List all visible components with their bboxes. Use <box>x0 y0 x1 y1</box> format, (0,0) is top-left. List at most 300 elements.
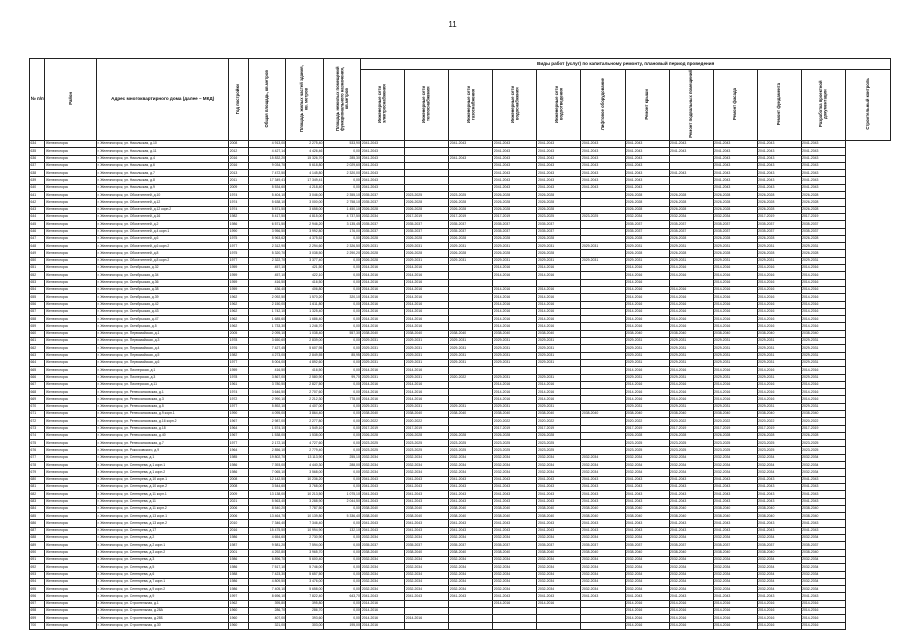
row-address: г. Железногорск, ул. Пионерская, д.3 <box>97 374 229 381</box>
row-work-period: 2041-2043 <box>361 177 405 184</box>
row-year: 1997 <box>229 593 249 600</box>
table-row <box>30 162 891 169</box>
row-living-area: 4 727,60 <box>286 440 323 447</box>
row-work-period: 2038-2040 <box>361 330 405 337</box>
table-row <box>30 345 891 352</box>
row-nonliving-area: 0,00 <box>323 535 360 542</box>
row-work-period: 2041-2043 <box>757 162 801 169</box>
row-total-area: 2 150,00 <box>249 301 286 308</box>
row-work-period: 2032-2034 <box>713 556 757 563</box>
row-work-period: 2014-2016 <box>669 316 713 323</box>
table-row <box>30 330 891 337</box>
row-num: 645 <box>30 221 45 228</box>
row-work-period: 2041-2043 <box>625 483 669 490</box>
row-work-period: 2014-2016 <box>493 600 537 607</box>
row-address: г. Железногорск, ул. Сентюрева, д.11 корп.2 <box>97 505 229 512</box>
table-row <box>30 228 891 235</box>
row-nonliving-area: 0,00 <box>323 265 360 272</box>
row-district: Железногорск <box>45 155 97 162</box>
row-year: 1977 <box>229 243 249 250</box>
row-work-period: 2032-2034 <box>405 578 449 585</box>
row-work-period <box>449 418 493 425</box>
row-work-period <box>581 308 625 315</box>
row-work-period: 2032-2034 <box>581 571 625 578</box>
row-work-period: 2041-2043 <box>757 141 801 148</box>
row-nonliving-area: 0,00 <box>323 578 360 585</box>
row-work-period: 2014-2016 <box>801 323 845 330</box>
table-row <box>30 367 891 374</box>
row-living-area: 13 113,90 <box>286 454 323 461</box>
row-work-period: 2029-2031 <box>361 403 405 410</box>
row-work-period: 2029-2031 <box>449 359 493 366</box>
row-work-period: 2029-2031 <box>757 257 801 264</box>
row-work-period: 2041-2043 <box>361 155 405 162</box>
row-work-period: 2032-2034 <box>625 578 669 585</box>
row-work-period: 2026-2028 <box>537 192 581 199</box>
row-work-period: 2035-2037 <box>625 542 669 549</box>
row-work-period: 2029-2031 <box>713 345 757 352</box>
row-living-area: 1 686,40 <box>286 316 323 323</box>
row-work-period <box>581 374 625 381</box>
row-work-period <box>581 425 625 432</box>
row-num: 688 <box>30 535 45 542</box>
row-work-period: 2035-2037 <box>625 228 669 235</box>
row-work-period: 2041-2043 <box>581 498 625 505</box>
table-row <box>30 265 891 272</box>
row-work-period: 2038-2040 <box>669 549 713 556</box>
work-header: Лифтовое оборудование <box>581 70 625 141</box>
row-work-period: 2032-2034 <box>361 535 405 542</box>
table-row <box>30 535 891 542</box>
row-work-period: 2014-2016 <box>669 600 713 607</box>
row-num: 681 <box>30 483 45 490</box>
row-year: 2009 <box>229 184 249 191</box>
row-work-period: 2026-2028 <box>625 199 669 206</box>
row-work-period <box>449 316 493 323</box>
row-work-period: 2032-2034 <box>757 462 801 469</box>
row-work-period: 2041-2043 <box>801 483 845 490</box>
row-work-period: 2032-2034 <box>405 469 449 476</box>
row-work-period <box>581 367 625 374</box>
row-total-area: 7 405,10 <box>249 586 286 593</box>
row-work-period <box>537 367 581 374</box>
row-work-period: 2032-2034 <box>449 469 493 476</box>
row-work-period: 2038-2040 <box>493 513 537 520</box>
row-address: г. Железногорск, ул. Сентюрева, д.3 <box>97 556 229 563</box>
row-work-period: 2029-2031 <box>669 345 713 352</box>
row-work-period: 2029-2031 <box>405 345 449 352</box>
row-living-area: 2 212,30 <box>286 396 323 403</box>
header-nonliving-area: Площадь нежилых помещений функционального назначения, кв.метров <box>323 59 360 141</box>
row-work-period: 2026-2028 <box>361 432 405 439</box>
row-work-period <box>449 162 493 169</box>
row-work-period: 2032-2034 <box>581 462 625 469</box>
row-work-period: 2038-2040 <box>801 549 845 556</box>
row-work-period: 2014-2016 <box>625 615 669 622</box>
row-work-period <box>449 615 493 622</box>
table-row <box>30 177 891 184</box>
row-living-area: 2 707,60 <box>286 389 323 396</box>
row-work-period: 2026-2028 <box>537 206 581 213</box>
row-address: г. Железногорск, ул. Обогатителей, д.12 корп.2 <box>97 206 229 213</box>
row-district: Железногорск <box>45 542 97 549</box>
row-work-period: 2026-2028 <box>713 250 757 257</box>
row-work-period: 2026-2028 <box>493 192 537 199</box>
row-work-period: 2041-2043 <box>537 483 581 490</box>
row-district: Железногорск <box>45 243 97 250</box>
row-living-area: 4 407,00 <box>286 403 323 410</box>
row-year: 2016 <box>229 527 249 534</box>
row-address: г. Железногорск, ул. Сентюрева, д.2 <box>97 535 229 542</box>
row-nonliving-area: 0,00 <box>323 279 360 286</box>
row-address: г. Железногорск, ул. Первомайская, д.6 <box>97 359 229 366</box>
row-work-period: 2026-2028 <box>405 206 449 213</box>
row-living-area: 4 440,30 <box>286 462 323 469</box>
row-address: г. Железногорск, ул. Ренессансовская, д.16 корп.2 <box>97 418 229 425</box>
row-num: 672 <box>30 418 45 425</box>
table-row <box>30 520 891 527</box>
row-nonliving-area: 0,00 <box>323 148 360 155</box>
row-work-period: 2032-2034 <box>361 213 405 220</box>
row-work-period: 2041-2043 <box>361 491 405 498</box>
row-work-period: 2014-2016 <box>669 294 713 301</box>
row-work-period: 2029-2031 <box>537 243 581 250</box>
row-work-period: 2014-2016 <box>801 367 845 374</box>
row-work-period: 2014-2016 <box>537 308 581 315</box>
row-work-period: 2035-2037 <box>801 221 845 228</box>
row-work-period: 2029-2031 <box>625 374 669 381</box>
row-year: 1961 <box>229 381 249 388</box>
header-num: № п/п <box>30 59 45 141</box>
row-work-period: 2014-2016 <box>669 367 713 374</box>
row-living-area: 4 426,46 <box>286 148 323 155</box>
row-work-period: 2014-2016 <box>757 286 801 293</box>
table-row <box>30 338 891 345</box>
row-work-period: 2014-2016 <box>757 265 801 272</box>
row-work-period: 2023-2025 <box>801 447 845 454</box>
row-nonliving-area: 132,10 <box>323 527 360 534</box>
row-living-area: 2 827,50 <box>286 381 323 388</box>
row-total-area: 4 913,00 <box>249 141 286 148</box>
row-work-period: 2032-2034 <box>801 564 845 571</box>
row-work-period: 2041-2043 <box>757 177 801 184</box>
row-total-area: 5 892,10 <box>249 403 286 410</box>
row-work-period: 2029-2031 <box>449 243 493 250</box>
row-work-period: 2014-2016 <box>801 279 845 286</box>
row-work-period <box>405 162 449 169</box>
table-row <box>30 184 891 191</box>
row-work-period: 2029-2031 <box>449 345 493 352</box>
row-district: Железногорск <box>45 462 97 469</box>
row-num: 699 <box>30 615 45 622</box>
row-year: 1959 <box>229 279 249 286</box>
row-work-period: 2041-2043 <box>625 520 669 527</box>
row-nonliving-area: 288,00 <box>323 462 360 469</box>
row-work-period: 2035-2037 <box>405 228 449 235</box>
row-work-period: 2026-2028 <box>713 192 757 199</box>
row-work-period: 2041-2043 <box>449 491 493 498</box>
work-header: Инженерные сети электроснабжения <box>361 70 405 141</box>
row-work-period: 2020-2022 <box>757 418 801 425</box>
row-work-period: 2029-2031 <box>625 243 669 250</box>
row-work-period: 2038-2040 <box>757 330 801 337</box>
table-row <box>30 542 891 549</box>
table-row <box>30 527 891 534</box>
row-work-period: 2041-2043 <box>757 155 801 162</box>
header-address: Адрес многоквартирного дома (далее – МКД) <box>97 59 229 141</box>
row-year: 1976 <box>229 345 249 352</box>
row-work-period: 2029-2031 <box>405 403 449 410</box>
row-work-period: 2032-2034 <box>581 578 625 585</box>
row-work-period: 2020-2022 <box>361 418 405 425</box>
row-work-period: 2032-2034 <box>581 469 625 476</box>
row-work-period: 2014-2016 <box>713 308 757 315</box>
row-district: Железногорск <box>45 440 97 447</box>
row-work-period <box>449 177 493 184</box>
row-work-period: 2032-2034 <box>405 586 449 593</box>
row-living-area: 1 538,00 <box>286 432 323 439</box>
row-nonliving-area: 0,00 <box>323 184 360 191</box>
capital-repair-table <box>29 58 891 630</box>
row-num: 684 <box>30 505 45 512</box>
row-work-period: 2026-2028 <box>537 250 581 257</box>
row-total-area: 7 472,50 <box>249 170 286 177</box>
row-num: 663 <box>30 352 45 359</box>
row-year: 2013 <box>229 170 249 177</box>
row-living-area: 7 787,50 <box>286 505 323 512</box>
row-district: Железногорск <box>45 338 97 345</box>
row-work-period: 2038-2040 <box>625 330 669 337</box>
row-living-area: 3 288,90 <box>286 498 323 505</box>
row-work-period: 2026-2028 <box>713 235 757 242</box>
row-work-period: 2014-2016 <box>801 600 845 607</box>
row-nonliving-area: 2 290,20 <box>323 250 360 257</box>
row-work-period: 2014-2016 <box>537 389 581 396</box>
row-work-period: 2014-2016 <box>405 286 449 293</box>
row-district: Железногорск <box>45 432 97 439</box>
row-work-period <box>669 155 713 162</box>
row-work-period: 2014-2016 <box>537 381 581 388</box>
row-work-period <box>581 403 625 410</box>
row-work-period: 2029-2031 <box>537 257 581 264</box>
row-work-period: 2038-2040 <box>405 549 449 556</box>
row-year: 1985 <box>229 454 249 461</box>
row-district: Железногорск <box>45 425 97 432</box>
row-work-period: 2041-2043 <box>493 498 537 505</box>
row-work-period: 2014-2016 <box>757 389 801 396</box>
row-work-period: 2023-2025 <box>493 440 537 447</box>
row-nonliving-area: 0,00 <box>323 345 360 352</box>
row-work-period: 2041-2043 <box>801 520 845 527</box>
row-work-period: 2020-2022 <box>669 418 713 425</box>
row-work-period: 2014-2016 <box>361 316 405 323</box>
row-year: 2021 <box>229 498 249 505</box>
row-address: г. Железногорск, ул. Обогатителей, д.4 корп.1 <box>97 228 229 235</box>
row-work-period <box>449 608 493 615</box>
row-total-area: 1 574,10 <box>249 425 286 432</box>
row-work-period: 2026-2028 <box>801 199 845 206</box>
row-work-period: 2014-2016 <box>405 279 449 286</box>
row-total-area: 7 393,00 <box>249 462 286 469</box>
row-work-period: 2032-2034 <box>625 556 669 563</box>
row-work-period: 2041-2043 <box>713 527 757 534</box>
row-work-period: 2014-2016 <box>625 294 669 301</box>
row-work-period: 2026-2028 <box>405 199 449 206</box>
row-address: г. Железногорск, ул. Сентюрева, д.17 <box>97 527 229 534</box>
header-total-area: Общая площадь, кв.метров <box>249 59 286 141</box>
row-work-period: 2032-2034 <box>537 556 581 563</box>
row-work-period: 2041-2043 <box>493 184 537 191</box>
row-district: Железногорск <box>45 359 97 366</box>
row-living-area: 393,60 <box>286 615 323 622</box>
row-work-period: 2035-2037 <box>449 221 493 228</box>
page-number: 11 <box>448 20 457 29</box>
row-year: 1959 <box>229 367 249 374</box>
row-district: Железногорск <box>45 615 97 622</box>
row-living-area: 2 730,90 <box>286 535 323 542</box>
row-total-area: 5 571,50 <box>249 206 286 213</box>
row-nonliving-area: 557,30 <box>323 330 360 337</box>
row-work-period: 2014-2016 <box>713 301 757 308</box>
row-address: г. Железногорск, ул. Сентюрева, д.1 <box>97 454 229 461</box>
row-total-area: 3 650,60 <box>249 338 286 345</box>
row-work-period <box>669 279 713 286</box>
row-district: Железногорск <box>45 556 97 563</box>
row-nonliving-area: 0,00 <box>323 410 360 417</box>
row-district: Железногорск <box>45 396 97 403</box>
row-work-period: 2032-2034 <box>537 564 581 571</box>
row-living-area: 406,80 <box>286 286 323 293</box>
row-living-area: 2 275,40 <box>286 141 323 148</box>
row-living-area: 395,80 <box>286 600 323 607</box>
row-nonliving-area: 195,00 <box>323 622 360 629</box>
row-work-period: 2041-2043 <box>537 184 581 191</box>
table-row <box>30 600 891 607</box>
row-work-period: 2014-2016 <box>801 272 845 279</box>
row-district: Железногорск <box>45 483 97 490</box>
row-work-period: 2014-2016 <box>537 286 581 293</box>
row-num: 669 <box>30 396 45 403</box>
row-work-period: 2035-2037 <box>581 542 625 549</box>
row-work-period: 2035-2037 <box>405 542 449 549</box>
row-total-area: 15 832,20 <box>249 155 286 162</box>
table-row <box>30 462 891 469</box>
row-address: г. Железногорск, ул. Обогатителей, д.10 <box>97 192 229 199</box>
row-address: г. Железногорск, ул. Октябрьская, д.47 <box>97 316 229 323</box>
table-row <box>30 440 891 447</box>
row-nonliving-area: 285,30 <box>323 155 360 162</box>
table-row <box>30 403 891 410</box>
row-work-period: 2026-2028 <box>361 235 405 242</box>
row-work-period: 2041-2043 <box>713 483 757 490</box>
row-work-period: 2032-2034 <box>625 564 669 571</box>
row-num: 665 <box>30 367 45 374</box>
row-work-period: 2029-2031 <box>757 243 801 250</box>
row-work-period: 2032-2034 <box>581 586 625 593</box>
row-year: 2016 <box>229 155 249 162</box>
row-district: Железногорск <box>45 286 97 293</box>
row-num: 642 <box>30 199 45 206</box>
row-work-period: 2032-2034 <box>537 462 581 469</box>
row-nonliving-area: 0,00 <box>323 615 360 622</box>
row-total-area: 13 138,00 <box>249 491 286 498</box>
row-district: Железногорск <box>45 608 97 615</box>
row-work-period: 2026-2028 <box>669 235 713 242</box>
row-work-period: 2023-2025 <box>449 447 493 454</box>
row-work-period: 2026-2028 <box>713 206 757 213</box>
row-total-area: 286,70 <box>249 608 286 615</box>
table-row <box>30 221 891 228</box>
row-work-period: 2032-2034 <box>361 462 405 469</box>
row-work-period <box>449 600 493 607</box>
row-num: 654 <box>30 286 45 293</box>
table-header <box>30 59 891 141</box>
row-work-period: 2032-2034 <box>713 213 757 220</box>
row-work-period: 2029-2031 <box>801 403 845 410</box>
row-work-period: 2014-2016 <box>625 308 669 315</box>
row-work-period: 2041-2043 <box>713 141 757 148</box>
row-work-period: 2014-2016 <box>625 272 669 279</box>
row-work-period: 2029-2031 <box>537 338 581 345</box>
row-work-period: 2032-2034 <box>801 535 845 542</box>
row-address: г. Железногорск, ул. Никольская, д.7 <box>97 170 229 177</box>
row-num: 694 <box>30 578 45 585</box>
row-nonliving-area: 0,00 <box>323 425 360 432</box>
row-work-period: 2032-2034 <box>361 556 405 563</box>
row-work-period: 2026-2028 <box>405 250 449 257</box>
row-living-area: 2 294,60 <box>286 243 323 250</box>
work-header: Инженерные сети водоотведения <box>537 70 581 141</box>
row-num: 647 <box>30 235 45 242</box>
row-address: г. Железногорск, ул. Октябрьская, д.5 <box>97 323 229 330</box>
row-work-period: 2026-2028 <box>405 432 449 439</box>
row-address: г. Железногорск, ул. Октябрьская, д.42 <box>97 301 229 308</box>
row-work-period: 2041-2043 <box>405 520 449 527</box>
row-living-area: 7 594,00 <box>286 542 323 549</box>
row-address: г. Железногорск, ул. Строительная, д.28Б <box>97 615 229 622</box>
row-year: 1962 <box>229 301 249 308</box>
row-work-period: 2029-2031 <box>625 403 669 410</box>
row-living-area: 2 779,40 <box>286 447 323 454</box>
row-work-period: 2041-2043 <box>405 476 449 483</box>
row-num: 668 <box>30 389 45 396</box>
row-total-area: 407,00 <box>249 615 286 622</box>
row-work-period: 2017-2019 <box>713 425 757 432</box>
row-work-period: 2029-2031 <box>713 243 757 250</box>
table-row <box>30 213 891 220</box>
row-work-period: 2029-2031 <box>581 243 625 250</box>
row-work-period: 2014-2016 <box>493 294 537 301</box>
row-address: г. Железногорск, ул. Сентюрева, д.1 корп.1 <box>97 462 229 469</box>
row-work-period: 2032-2034 <box>493 586 537 593</box>
table-row <box>30 447 891 454</box>
row-year: 1977 <box>229 440 249 447</box>
row-total-area: 5 417,50 <box>249 213 286 220</box>
row-work-period: 2041-2043 <box>581 162 625 169</box>
row-work-period <box>537 608 581 615</box>
row-work-period: 2038-2040 <box>625 410 669 417</box>
row-work-period <box>581 440 625 447</box>
row-work-period: 2029-2031 <box>361 243 405 250</box>
row-work-period: 2029-2031 <box>801 374 845 381</box>
row-year: 1972 <box>229 396 249 403</box>
row-work-period: 2035-2037 <box>493 542 537 549</box>
row-work-period: 2038-2040 <box>405 513 449 520</box>
row-work-period: 2041-2043 <box>801 141 845 148</box>
row-work-period: 2041-2043 <box>713 498 757 505</box>
row-living-area: 1 038,40 <box>286 330 323 337</box>
row-work-period: 2014-2016 <box>537 323 581 330</box>
